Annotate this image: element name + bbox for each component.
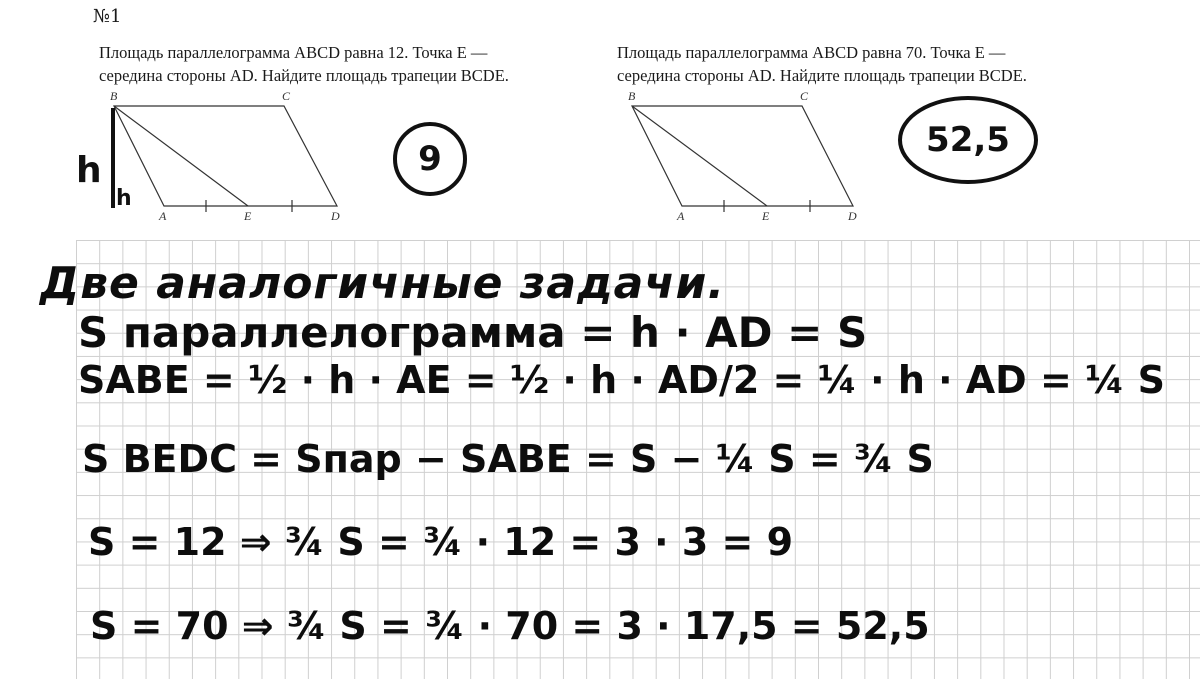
handwritten-line-answer-12: S = 12 ⇒ ¾ S = ¾ · 12 = 3 · 3 = 9 — [88, 520, 794, 564]
problem-1-line-2: середина стороны AD. Найдите площадь трапеции BCDE. — [99, 66, 509, 85]
problem-2-line-2: середина стороны AD. Найдите площадь трапеции BCDE. — [617, 66, 1027, 85]
height-mark-h-small: h — [116, 186, 132, 211]
answer-circle-2: 52,5 — [898, 96, 1038, 184]
problem-number: №1 — [93, 6, 122, 27]
handwritten-line-trapezoid-area: S BEDC = Sпар − SABE = S − ¼ S = ¾ S — [82, 437, 934, 481]
vertex-label-e-1: E — [244, 209, 252, 223]
vertex-label-c-1: C — [282, 89, 291, 103]
handwritten-intro: Две аналогичные задачи. — [40, 258, 726, 309]
vertex-label-b-1: B — [110, 89, 118, 103]
handwritten-line-triangle-area: SABE = ½ · h · AE = ½ · h · AD/2 = ¼ · h · AD = ¼ S — [78, 358, 1165, 402]
vertex-label-a-1: A — [159, 209, 167, 223]
vertex-label-b-2: B — [628, 89, 636, 103]
vertex-label-e-2: E — [762, 209, 770, 223]
segment-be-2 — [632, 106, 767, 206]
parallelogram-abcd-2 — [632, 106, 853, 206]
vertex-label-c-2: C — [800, 89, 809, 103]
vertex-label-a-2: A — [677, 209, 685, 223]
answer-circle-1: 9 — [393, 122, 467, 196]
vertex-label-d-1: D — [331, 209, 340, 223]
vertex-label-d-2: D — [848, 209, 857, 223]
problem-2-line-1: Площадь параллелограмма ABCD равна 70. Точка E — — [617, 43, 1006, 62]
handwritten-line-parallelogram-area: S параллелограмма = h · AD = S — [78, 308, 868, 357]
problem-1-line-1: Площадь параллелограмма ABCD равна 12. Точка E — — [99, 43, 488, 62]
handwritten-line-answer-70: S = 70 ⇒ ¾ S = ¾ · 70 = 3 · 17,5 = 52,5 — [90, 604, 930, 648]
height-mark-h: h — [76, 150, 102, 191]
